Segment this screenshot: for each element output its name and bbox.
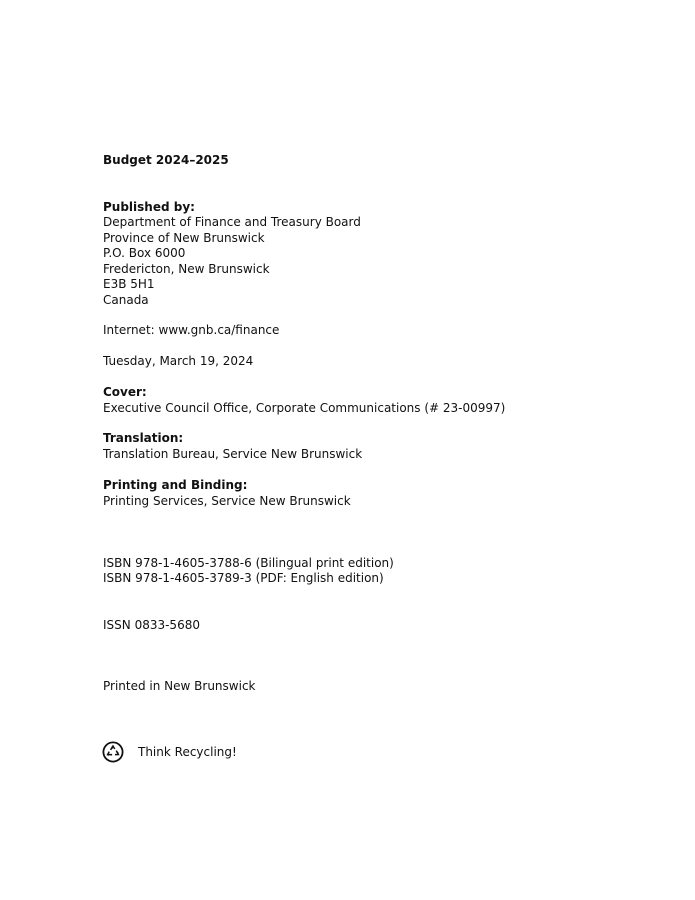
isbn-pdf: ISBN 978-1-4605-3789-3 (PDF: English edition) <box>103 571 384 585</box>
printing-heading: Printing and Binding: <box>103 478 248 492</box>
recycling-message: Think Recycling! <box>138 745 237 759</box>
cover-credit: Executive Council Office, Corporate Communications (# 23-00997) <box>103 401 506 415</box>
budget-title: Budget 2024–2025 <box>103 153 229 167</box>
printing-credit: Printing Services, Service New Brunswick <box>103 494 351 508</box>
translation-heading: Translation: <box>103 431 184 445</box>
publisher-line: Department of Finance and Treasury Board <box>103 215 361 229</box>
publisher-line: Canada <box>103 293 149 307</box>
internet-address: Internet: www.gnb.ca/finance <box>103 323 280 337</box>
isbn-print: ISBN 978-1-4605-3788-6 (Bilingual print edition) <box>103 556 394 570</box>
publication-date: Tuesday, March 19, 2024 <box>103 354 254 368</box>
recycling-icon <box>102 741 124 763</box>
publisher-line: E3B 5H1 <box>103 277 155 291</box>
published-by-heading: Published by: <box>103 200 195 214</box>
printed-in: Printed in New Brunswick <box>103 679 256 693</box>
publisher-line: Province of New Brunswick <box>103 231 265 245</box>
translation-credit: Translation Bureau, Service New Brunswick <box>103 447 363 461</box>
publisher-line: P.O. Box 6000 <box>103 246 186 260</box>
publisher-line: Fredericton, New Brunswick <box>103 262 270 276</box>
issn: ISSN 0833-5680 <box>103 618 200 632</box>
cover-heading: Cover: <box>103 385 147 399</box>
